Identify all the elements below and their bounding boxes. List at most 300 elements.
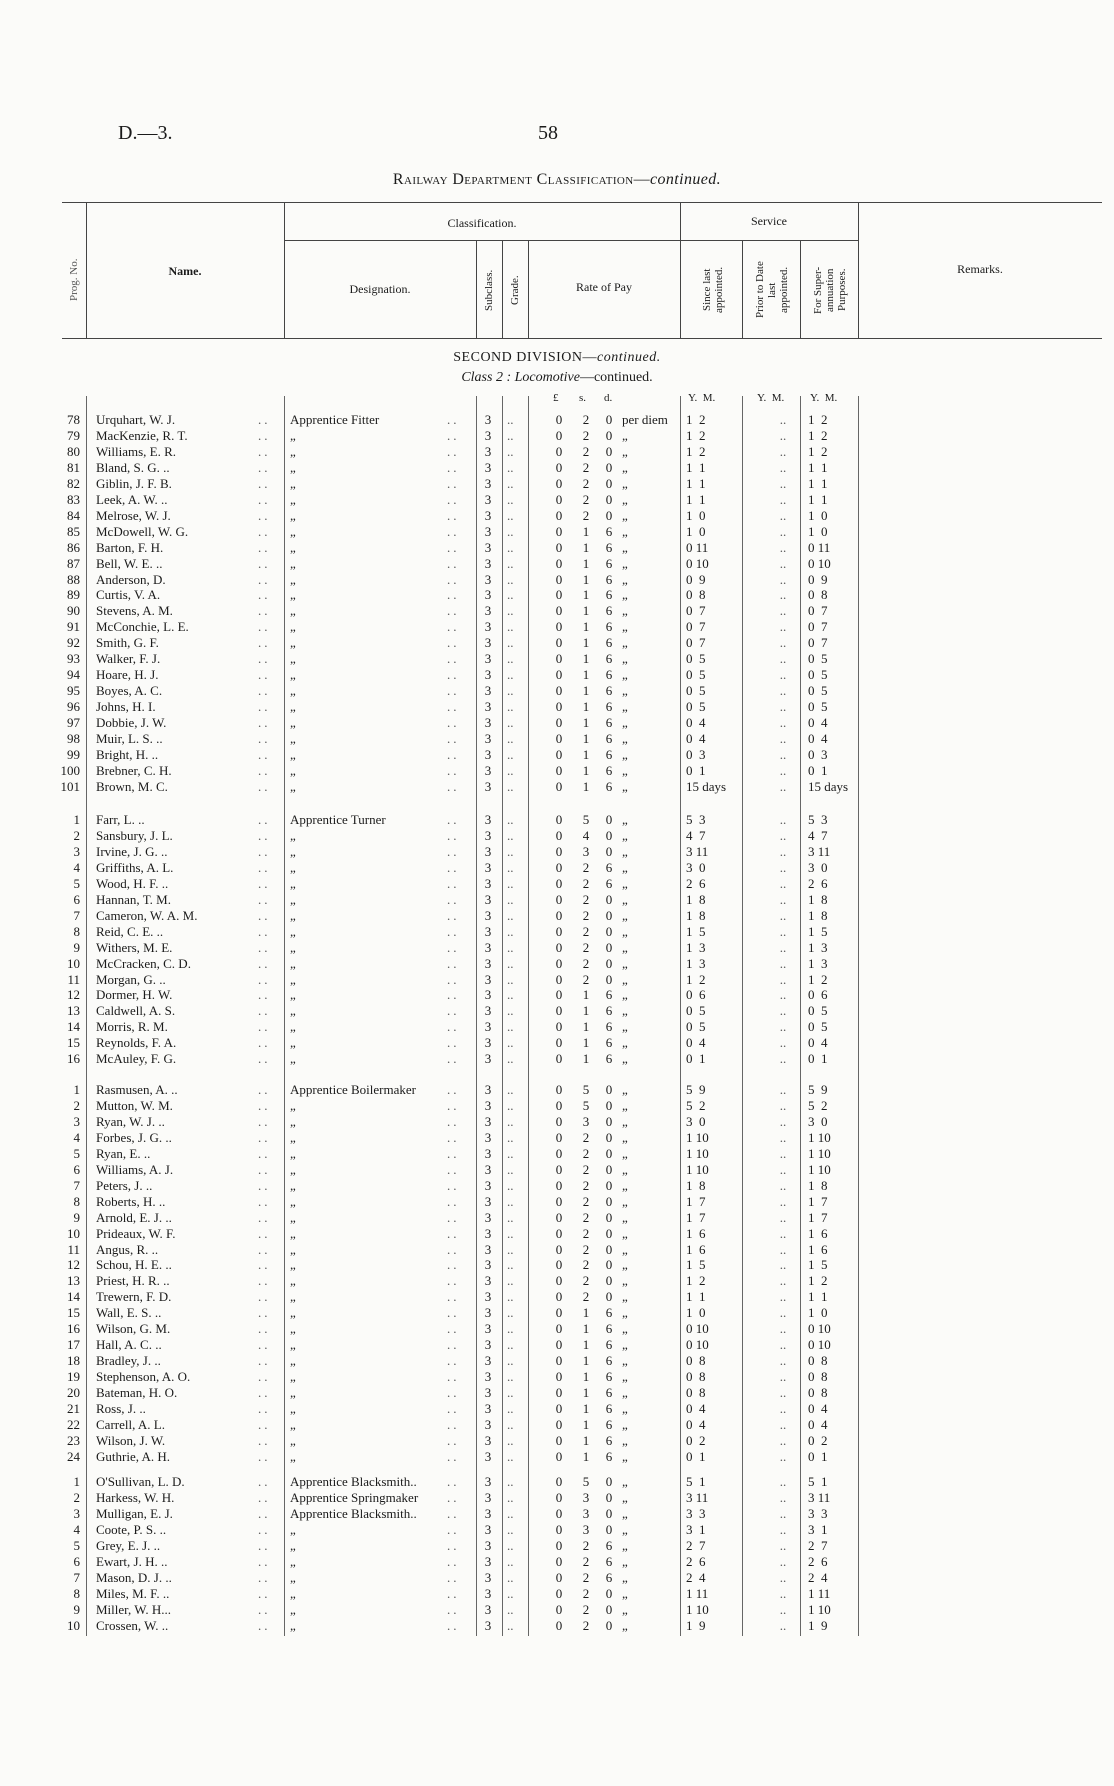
cell-pay-shillings: 1 bbox=[582, 683, 590, 699]
cell-since-last: 1 6 bbox=[686, 1241, 706, 1257]
cell-designation: „ bbox=[290, 555, 296, 571]
col-service: Service bbox=[751, 214, 787, 228]
leader-dots: .. bbox=[447, 1601, 460, 1617]
cell-designation: „ bbox=[290, 923, 296, 939]
cell-designation: „ bbox=[290, 1113, 296, 1129]
leader-dots: .. bbox=[507, 1474, 514, 1489]
cell-pay-pence: 6 bbox=[605, 1305, 613, 1321]
leader-dots: .. bbox=[258, 459, 271, 475]
cell-pay-pounds: 0 bbox=[555, 1585, 563, 1601]
cell-designation: „ bbox=[290, 1129, 296, 1145]
cell-since-last: 3 11 bbox=[686, 843, 709, 859]
cell-subclass: 3 bbox=[484, 875, 492, 891]
table-row bbox=[0, 731, 1114, 747]
leader-dots: .. bbox=[258, 1145, 271, 1161]
cell-pay-shillings: 4 bbox=[582, 827, 590, 843]
cell-prior-to-date: .. bbox=[779, 987, 787, 1003]
cell-subclass: 3 bbox=[484, 1035, 492, 1051]
leader-dots: .. bbox=[447, 875, 460, 891]
cell-name: Ryan, E. .. bbox=[96, 1145, 151, 1161]
cell-pay-shillings: 1 bbox=[582, 778, 590, 794]
cell-for-super: 5 9 bbox=[808, 1082, 828, 1097]
page-title bbox=[0, 171, 1114, 189]
cell-since-last: 1 0 bbox=[686, 1305, 706, 1321]
cell-pay-shillings: 2 bbox=[582, 1209, 590, 1225]
cell-name: Cameron, W. A. M. bbox=[96, 907, 198, 923]
leader-dots: .. bbox=[258, 1113, 271, 1129]
cell-pay-pounds: 0 bbox=[555, 539, 563, 555]
cell-pay-pence: 6 bbox=[605, 1569, 613, 1585]
division-suffix: continued. bbox=[597, 350, 661, 365]
leader-dots: .. bbox=[507, 555, 514, 571]
cell-pay-shillings: 5 bbox=[582, 1082, 590, 1097]
cell-name: Morris, R. M. bbox=[96, 1019, 168, 1035]
table-row bbox=[0, 1242, 1114, 1258]
cell-since-last: 0 3 bbox=[686, 746, 706, 762]
cell-pay-pounds: 0 bbox=[555, 812, 563, 827]
cell-subclass: 3 bbox=[484, 1241, 492, 1257]
cell-designation: „ bbox=[290, 731, 296, 746]
leader-dots: .. bbox=[447, 812, 460, 827]
table-row bbox=[0, 1602, 1114, 1618]
leader-dots: .. bbox=[507, 731, 514, 746]
cell-designation: „ bbox=[290, 1305, 296, 1321]
cell-designation: „ bbox=[290, 1521, 296, 1537]
cell-subclass: 3 bbox=[484, 1097, 492, 1113]
cell-pay-pounds: 0 bbox=[555, 1601, 563, 1617]
cell-since-last: 2 7 bbox=[686, 1537, 706, 1553]
cell-since-last: 5 2 bbox=[686, 1097, 706, 1113]
cell-prior-to-date: .. bbox=[779, 507, 787, 523]
cell-pay-pounds: 0 bbox=[555, 1401, 563, 1416]
cell-for-super: 0 10 bbox=[808, 1337, 831, 1353]
cell-since-last: 0 4 bbox=[686, 715, 706, 731]
cell-pay-period: „ bbox=[622, 651, 628, 667]
table-row bbox=[0, 1130, 1114, 1146]
cell-since-last: 2 6 bbox=[686, 875, 706, 891]
cell-prior-to-date: .. bbox=[779, 1337, 787, 1353]
leader-dots: .. bbox=[258, 907, 271, 923]
cell-pay-period: „ bbox=[622, 667, 628, 683]
leader-dots: .. bbox=[507, 1257, 514, 1273]
cell-pay-shillings: 2 bbox=[582, 1585, 590, 1601]
cell-subclass: 3 bbox=[484, 1082, 492, 1097]
cell-prog-no: 84 bbox=[67, 507, 80, 523]
cell-pay-period: „ bbox=[622, 507, 628, 523]
table-row bbox=[0, 1369, 1114, 1385]
cell-pay-pence: 0 bbox=[605, 475, 613, 491]
cell-prior-to-date: .. bbox=[779, 875, 787, 891]
leader-dots: .. bbox=[258, 1617, 271, 1633]
cell-prior-to-date: .. bbox=[779, 1448, 787, 1464]
cell-for-super: 1 1 bbox=[808, 491, 828, 507]
cell-since-last: 0 7 bbox=[686, 635, 706, 651]
cell-prior-to-date: .. bbox=[779, 603, 787, 619]
cell-designation: „ bbox=[290, 1193, 296, 1209]
leader-dots: .. bbox=[258, 1051, 271, 1067]
cell-for-super: 0 5 bbox=[808, 667, 828, 683]
cell-pay-pence: 0 bbox=[605, 891, 613, 907]
cell-pay-period: „ bbox=[622, 427, 628, 443]
cell-pay-shillings: 2 bbox=[582, 907, 590, 923]
cell-since-last: 3 11 bbox=[686, 1489, 709, 1505]
cell-for-super: 0 5 bbox=[808, 1019, 828, 1035]
leader-dots: .. bbox=[447, 619, 460, 635]
leader-dots: .. bbox=[507, 1553, 514, 1569]
cell-since-last: 3 3 bbox=[686, 1505, 706, 1521]
table-row bbox=[0, 924, 1114, 940]
header-top-rule bbox=[62, 202, 1102, 203]
cell-name: Brown, M. C. bbox=[96, 778, 168, 794]
cell-pay-shillings: 1 bbox=[582, 635, 590, 651]
table-row bbox=[0, 556, 1114, 572]
cell-pay-pence: 6 bbox=[605, 778, 613, 794]
cell-since-last: 0 5 bbox=[686, 699, 706, 715]
cell-pay-shillings: 2 bbox=[582, 1161, 590, 1177]
cell-pay-shillings: 2 bbox=[582, 1193, 590, 1209]
table-row bbox=[0, 1003, 1114, 1019]
cell-prior-to-date: .. bbox=[779, 1505, 787, 1521]
leader-dots: .. bbox=[447, 1521, 460, 1537]
table-row bbox=[0, 412, 1114, 428]
cell-prior-to-date: .. bbox=[779, 1193, 787, 1209]
leader-dots: .. bbox=[447, 1097, 460, 1113]
leader-dots: .. bbox=[507, 571, 514, 587]
cell-pay-shillings: 1 bbox=[582, 715, 590, 731]
cell-prog-no: 99 bbox=[67, 746, 80, 762]
cell-pay-pounds: 0 bbox=[555, 843, 563, 859]
cell-designation: „ bbox=[290, 1432, 296, 1448]
cell-prog-no: 8 bbox=[73, 1585, 80, 1601]
cell-subclass: 3 bbox=[484, 1416, 492, 1432]
cell-for-super: 3 11 bbox=[808, 1489, 831, 1505]
cell-designation: „ bbox=[290, 939, 296, 955]
leader-dots: .. bbox=[258, 1553, 271, 1569]
cell-pay-pence: 0 bbox=[605, 843, 613, 859]
leader-dots: .. bbox=[447, 459, 460, 475]
leader-dots: .. bbox=[258, 875, 271, 891]
cell-since-last: 1 2 bbox=[686, 443, 706, 459]
cell-pay-period: „ bbox=[622, 1321, 628, 1337]
cell-prior-to-date: .. bbox=[779, 667, 787, 683]
cell-pay-period: „ bbox=[622, 1569, 628, 1585]
leader-dots: .. bbox=[507, 939, 514, 955]
cell-pay-pounds: 0 bbox=[555, 1177, 563, 1193]
cell-designation: Apprentice Boilermaker bbox=[290, 1082, 416, 1097]
cell-prog-no: 79 bbox=[67, 427, 80, 443]
leader-dots: .. bbox=[447, 731, 460, 746]
cell-for-super: 1 6 bbox=[808, 1225, 828, 1241]
cell-pay-pounds: 0 bbox=[555, 667, 563, 683]
cell-prior-to-date: .. bbox=[779, 812, 787, 827]
cell-since-last: 1 2 bbox=[686, 971, 706, 987]
cell-designation: „ bbox=[290, 523, 296, 539]
col-subclass: Subclass. bbox=[483, 269, 495, 311]
cell-pay-pence: 6 bbox=[605, 523, 613, 539]
cell-name: Bland, S. G. .. bbox=[96, 459, 170, 475]
leader-dots: .. bbox=[447, 475, 460, 491]
cell-pay-pounds: 0 bbox=[555, 762, 563, 778]
cell-prog-no: 3 bbox=[73, 843, 80, 859]
cell-designation: „ bbox=[290, 987, 296, 1003]
cell-pay-period: „ bbox=[622, 603, 628, 619]
leader-dots: .. bbox=[447, 715, 460, 731]
cell-pay-pounds: 0 bbox=[555, 923, 563, 939]
cell-prior-to-date: .. bbox=[779, 1553, 787, 1569]
leader-dots: .. bbox=[507, 987, 514, 1003]
table-row bbox=[0, 699, 1114, 715]
cell-prior-to-date: .. bbox=[779, 1145, 787, 1161]
table-row bbox=[0, 1618, 1114, 1634]
leader-dots: .. bbox=[447, 1369, 460, 1385]
cell-subclass: 3 bbox=[484, 1225, 492, 1241]
leader-dots: .. bbox=[258, 778, 271, 794]
leader-dots: .. bbox=[258, 1369, 271, 1385]
cell-name: Peters, J. .. bbox=[96, 1177, 153, 1193]
cell-since-last: 1 0 bbox=[686, 507, 706, 523]
leader-dots: .. bbox=[447, 1553, 460, 1569]
cell-prior-to-date: .. bbox=[779, 1569, 787, 1585]
table-row bbox=[0, 572, 1114, 588]
cell-designation: „ bbox=[290, 1353, 296, 1369]
cell-designation: „ bbox=[290, 1225, 296, 1241]
leader-dots: .. bbox=[258, 1337, 271, 1353]
leader-dots: .. bbox=[507, 1082, 514, 1097]
leader-dots: .. bbox=[507, 1193, 514, 1209]
cell-prog-no: 93 bbox=[67, 651, 80, 667]
cell-name: Leek, A. W. .. bbox=[96, 491, 168, 507]
cell-prog-no: 98 bbox=[67, 731, 80, 746]
cell-name: Grey, E. J. .. bbox=[96, 1537, 161, 1553]
cell-pay-pence: 6 bbox=[605, 699, 613, 715]
cell-pay-pence: 0 bbox=[605, 491, 613, 507]
cell-pay-period: „ bbox=[622, 1474, 628, 1489]
cell-subclass: 3 bbox=[484, 667, 492, 683]
cell-subclass: 3 bbox=[484, 1193, 492, 1209]
leader-dots: .. bbox=[258, 827, 271, 843]
leader-dots: .. bbox=[258, 923, 271, 939]
cell-prior-to-date: .. bbox=[779, 523, 787, 539]
cell-subclass: 3 bbox=[484, 1209, 492, 1225]
leader-dots: .. bbox=[507, 507, 514, 523]
cell-pay-pence: 0 bbox=[605, 1585, 613, 1601]
cell-prior-to-date: .. bbox=[779, 475, 787, 491]
cell-prior-to-date: .. bbox=[779, 859, 787, 875]
cell-since-last: 4 7 bbox=[686, 827, 706, 843]
col-name: Name. bbox=[168, 264, 202, 278]
cell-name: Muir, L. S. .. bbox=[96, 731, 163, 746]
cell-pay-pence: 0 bbox=[605, 1177, 613, 1193]
cell-for-super: 0 1 bbox=[808, 1051, 828, 1067]
class-suffix: —continued. bbox=[579, 370, 653, 385]
cell-pay-pence: 0 bbox=[605, 1241, 613, 1257]
cell-for-super: 1 2 bbox=[808, 427, 828, 443]
cell-pay-shillings: 1 bbox=[582, 1051, 590, 1067]
cell-name: Griffiths, A. L. bbox=[96, 859, 174, 875]
cell-prior-to-date: .. bbox=[779, 1273, 787, 1289]
leader-dots: .. bbox=[507, 891, 514, 907]
cell-subclass: 3 bbox=[484, 1385, 492, 1401]
cell-prog-no: 10 bbox=[67, 1617, 80, 1633]
table-row bbox=[0, 683, 1114, 699]
cell-pay-pounds: 0 bbox=[555, 459, 563, 475]
cell-designation: „ bbox=[290, 459, 296, 475]
cell-pay-pence: 6 bbox=[605, 651, 613, 667]
cell-for-super: 2 6 bbox=[808, 875, 828, 891]
cell-designation: Apprentice Springmaker bbox=[290, 1489, 419, 1505]
cell-prior-to-date: .. bbox=[779, 571, 787, 587]
cell-prog-no: 2 bbox=[73, 1489, 80, 1505]
cell-for-super: 0 7 bbox=[808, 603, 828, 619]
cell-subclass: 3 bbox=[484, 1432, 492, 1448]
cell-designation: „ bbox=[290, 1448, 296, 1464]
cell-prog-no: 7 bbox=[73, 907, 80, 923]
table-row bbox=[0, 1257, 1114, 1273]
cell-pay-pence: 0 bbox=[605, 412, 613, 427]
cell-subclass: 3 bbox=[484, 1489, 492, 1505]
cell-designation: „ bbox=[290, 827, 296, 843]
cell-pay-pence: 0 bbox=[605, 1601, 613, 1617]
cell-prior-to-date: .. bbox=[779, 1097, 787, 1113]
cell-name: Farr, L. .. bbox=[96, 812, 145, 827]
leader-dots: .. bbox=[258, 746, 271, 762]
cell-subclass: 3 bbox=[484, 1505, 492, 1521]
cell-since-last: 3 1 bbox=[686, 1521, 706, 1537]
cell-prog-no: 23 bbox=[67, 1432, 80, 1448]
cell-for-super: 2 7 bbox=[808, 1537, 828, 1553]
cell-pay-shillings: 2 bbox=[582, 507, 590, 523]
cell-prog-no: 9 bbox=[73, 1209, 80, 1225]
cell-pay-pence: 6 bbox=[605, 1337, 613, 1353]
cell-designation: „ bbox=[290, 1145, 296, 1161]
cell-pay-period: „ bbox=[622, 746, 628, 762]
cell-pay-pence: 0 bbox=[605, 1161, 613, 1177]
cell-prog-no: 15 bbox=[67, 1035, 80, 1051]
cell-subclass: 3 bbox=[484, 491, 492, 507]
cell-pay-pence: 6 bbox=[605, 1401, 613, 1416]
leader-dots: .. bbox=[447, 667, 460, 683]
cell-name: Trewern, F. D. bbox=[96, 1289, 172, 1305]
table-row bbox=[0, 1051, 1114, 1067]
cell-name: Bell, W. E. .. bbox=[96, 555, 163, 571]
cell-name: MacKenzie, R. T. bbox=[96, 427, 188, 443]
cell-pay-pence: 0 bbox=[605, 507, 613, 523]
leader-dots: .. bbox=[258, 1448, 271, 1464]
cell-pay-shillings: 1 bbox=[582, 1385, 590, 1401]
cell-pay-period: „ bbox=[622, 571, 628, 587]
cell-name: McDowell, W. G. bbox=[96, 523, 189, 539]
cell-pay-shillings: 1 bbox=[582, 1369, 590, 1385]
cell-name: Curtis, V. A. bbox=[96, 587, 161, 603]
cell-prior-to-date: .. bbox=[779, 1241, 787, 1257]
cell-pay-pence: 6 bbox=[605, 555, 613, 571]
leader-dots: .. bbox=[507, 1448, 514, 1464]
cell-prior-to-date: .. bbox=[779, 683, 787, 699]
cell-designation: Apprentice Blacksmith.. bbox=[290, 1505, 417, 1521]
cell-for-super: 0 5 bbox=[808, 1003, 828, 1019]
leader-dots: .. bbox=[258, 1257, 271, 1273]
cell-pay-pounds: 0 bbox=[555, 619, 563, 635]
cell-pay-pounds: 0 bbox=[555, 1432, 563, 1448]
cell-since-last: 1 2 bbox=[686, 412, 706, 427]
cell-pay-pounds: 0 bbox=[555, 1521, 563, 1537]
cell-name: Reynolds, F. A. bbox=[96, 1035, 177, 1051]
cell-for-super: 5 2 bbox=[808, 1097, 828, 1113]
cell-prior-to-date: .. bbox=[779, 1082, 787, 1097]
cell-since-last: 0 4 bbox=[686, 731, 706, 746]
cell-since-last: 0 5 bbox=[686, 667, 706, 683]
cell-for-super: 5 1 bbox=[808, 1474, 828, 1489]
cell-pay-period: „ bbox=[622, 1521, 628, 1537]
table-row bbox=[0, 635, 1114, 651]
leader-dots: .. bbox=[258, 1097, 271, 1113]
cell-prog-no: 5 bbox=[73, 875, 80, 891]
leader-dots: .. bbox=[258, 859, 271, 875]
cell-pay-shillings: 2 bbox=[582, 971, 590, 987]
cell-pay-pounds: 0 bbox=[555, 1337, 563, 1353]
cell-prog-no: 94 bbox=[67, 667, 80, 683]
cell-for-super: 1 2 bbox=[808, 443, 828, 459]
cell-pay-pounds: 0 bbox=[555, 971, 563, 987]
cell-prog-no: 91 bbox=[67, 619, 80, 635]
cell-prior-to-date: .. bbox=[779, 555, 787, 571]
cell-for-super: 1 7 bbox=[808, 1209, 828, 1225]
table-row bbox=[0, 972, 1114, 988]
table-row bbox=[0, 1178, 1114, 1194]
cell-since-last: 1 0 bbox=[686, 523, 706, 539]
leader-dots: .. bbox=[447, 635, 460, 651]
cell-pay-pounds: 0 bbox=[555, 1241, 563, 1257]
cell-pay-shillings: 3 bbox=[582, 1489, 590, 1505]
leader-dots: .. bbox=[258, 715, 271, 731]
cell-name: Hannan, T. M. bbox=[96, 891, 171, 907]
cell-for-super: 1 5 bbox=[808, 923, 828, 939]
cell-prog-no: 4 bbox=[73, 1521, 80, 1537]
cell-pay-shillings: 1 bbox=[582, 667, 590, 683]
leader-dots: .. bbox=[507, 683, 514, 699]
cell-designation: „ bbox=[290, 443, 296, 459]
cell-pay-period: „ bbox=[622, 523, 628, 539]
cell-designation: „ bbox=[290, 891, 296, 907]
cell-pay-pence: 6 bbox=[605, 1035, 613, 1051]
cell-name: Wood, H. F. .. bbox=[96, 875, 169, 891]
cell-subclass: 3 bbox=[484, 1019, 492, 1035]
cell-name: Barton, F. H. bbox=[96, 539, 164, 555]
cell-subclass: 3 bbox=[484, 939, 492, 955]
cell-designation: „ bbox=[290, 619, 296, 635]
cell-pay-shillings: 1 bbox=[582, 731, 590, 746]
cell-name: Irvine, J. G. .. bbox=[96, 843, 168, 859]
cell-pay-pence: 6 bbox=[605, 746, 613, 762]
cell-pay-shillings: 2 bbox=[582, 443, 590, 459]
cell-pay-pence: 0 bbox=[605, 427, 613, 443]
cell-prog-no: 20 bbox=[67, 1385, 80, 1401]
cell-since-last: 1 7 bbox=[686, 1193, 706, 1209]
cell-pay-pounds: 0 bbox=[555, 1225, 563, 1241]
cell-pay-pounds: 0 bbox=[555, 603, 563, 619]
table-row bbox=[0, 1194, 1114, 1210]
cell-prog-no: 22 bbox=[67, 1416, 80, 1432]
cell-since-last: 1 10 bbox=[686, 1161, 709, 1177]
cell-since-last: 0 8 bbox=[686, 1385, 706, 1401]
cell-name: Caldwell, A. S. bbox=[96, 1003, 176, 1019]
cell-since-last: 0 1 bbox=[686, 1448, 706, 1464]
cell-name: Dormer, H. W. bbox=[96, 987, 173, 1003]
cell-pay-period: „ bbox=[622, 1537, 628, 1553]
leader-dots: .. bbox=[507, 1019, 514, 1035]
leader-dots: .. bbox=[507, 955, 514, 971]
cell-since-last: 1 1 bbox=[686, 491, 706, 507]
